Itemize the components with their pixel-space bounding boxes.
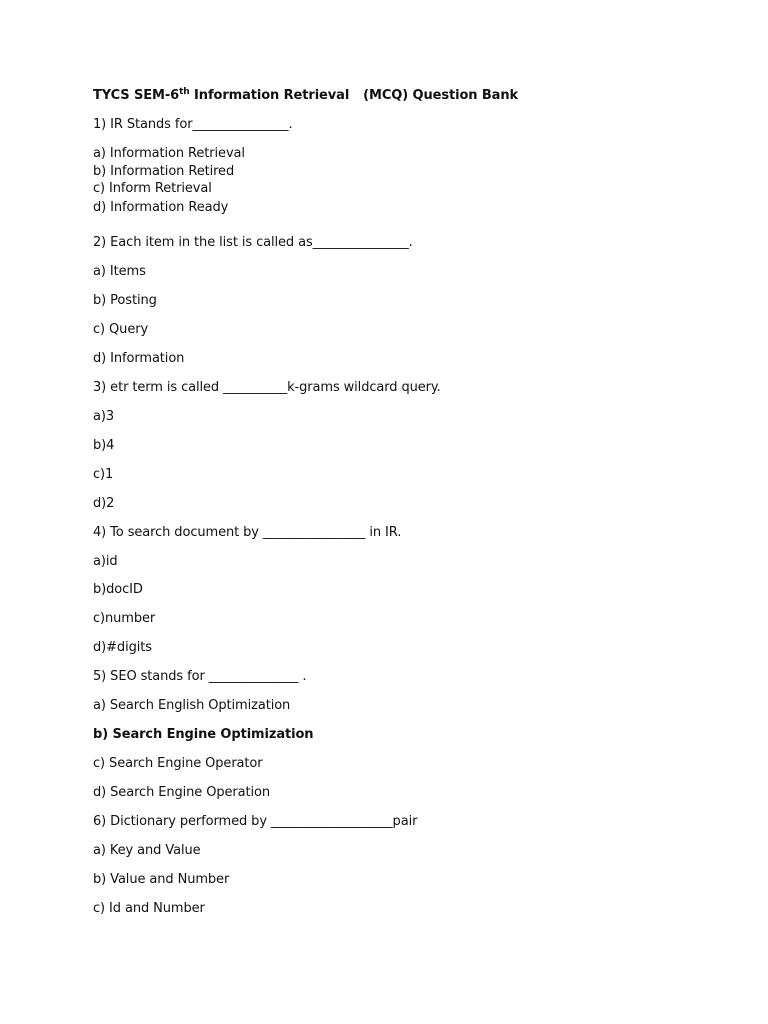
question-3: 3) etr term is called __________k-grams wildcard query.: [93, 380, 441, 395]
title-part3: (MCQ) Question Bank: [363, 88, 519, 103]
page-title: [93, 88, 518, 104]
q3-option-d: d)2: [93, 496, 115, 511]
q1-option-a: a) Information Retrieval: [93, 146, 245, 161]
q6-option-a: a) Key and Value: [93, 843, 201, 858]
q1-option-b: b) Information Retired: [93, 164, 235, 179]
q3-option-c: c)1: [93, 467, 114, 482]
question-2: 2) Each item in the list is called as_______________.: [93, 235, 413, 250]
q4-option-b: b)docID: [93, 582, 143, 597]
q4-option-d: d)#digits: [93, 640, 152, 655]
q4-option-c: c)number: [93, 611, 156, 626]
q2-option-b: b) Posting: [93, 293, 157, 308]
question-1: 1) IR Stands for_______________.: [93, 117, 293, 132]
q3-option-b: b)4: [93, 438, 115, 453]
q2-option-d: d) Information: [93, 351, 185, 366]
q5-option-d: d) Search Engine Operation: [93, 785, 271, 800]
q3-option-a: a)3: [93, 409, 115, 424]
question-6: 6) Dictionary performed by ___________________pair: [93, 814, 418, 829]
q2-option-c: c) Query: [93, 322, 149, 337]
question-4: 4) To search document by ________________ in IR.: [93, 525, 402, 540]
q6-option-c: c) Id and Number: [93, 901, 205, 916]
question-5: 5) SEO stands for ______________ .: [93, 669, 307, 684]
title-part1: TYCS SEM-6: [93, 88, 180, 103]
title-superscript: th: [179, 87, 190, 97]
q4-option-a: a)id: [93, 554, 118, 569]
q1-option-d: d) Information Ready: [93, 200, 229, 215]
q6-option-b: b) Value and Number: [93, 872, 230, 887]
q2-option-a: a) Items: [93, 264, 146, 279]
q5-option-c: c) Search Engine Operator: [93, 756, 263, 771]
title-part2: Information Retrieval: [189, 88, 350, 103]
q5-option-a: a) Search English Optimization: [93, 698, 291, 713]
q1-option-c: c) Inform Retrieval: [93, 181, 212, 196]
q5-option-b: b) Search Engine Optimization: [93, 727, 314, 742]
